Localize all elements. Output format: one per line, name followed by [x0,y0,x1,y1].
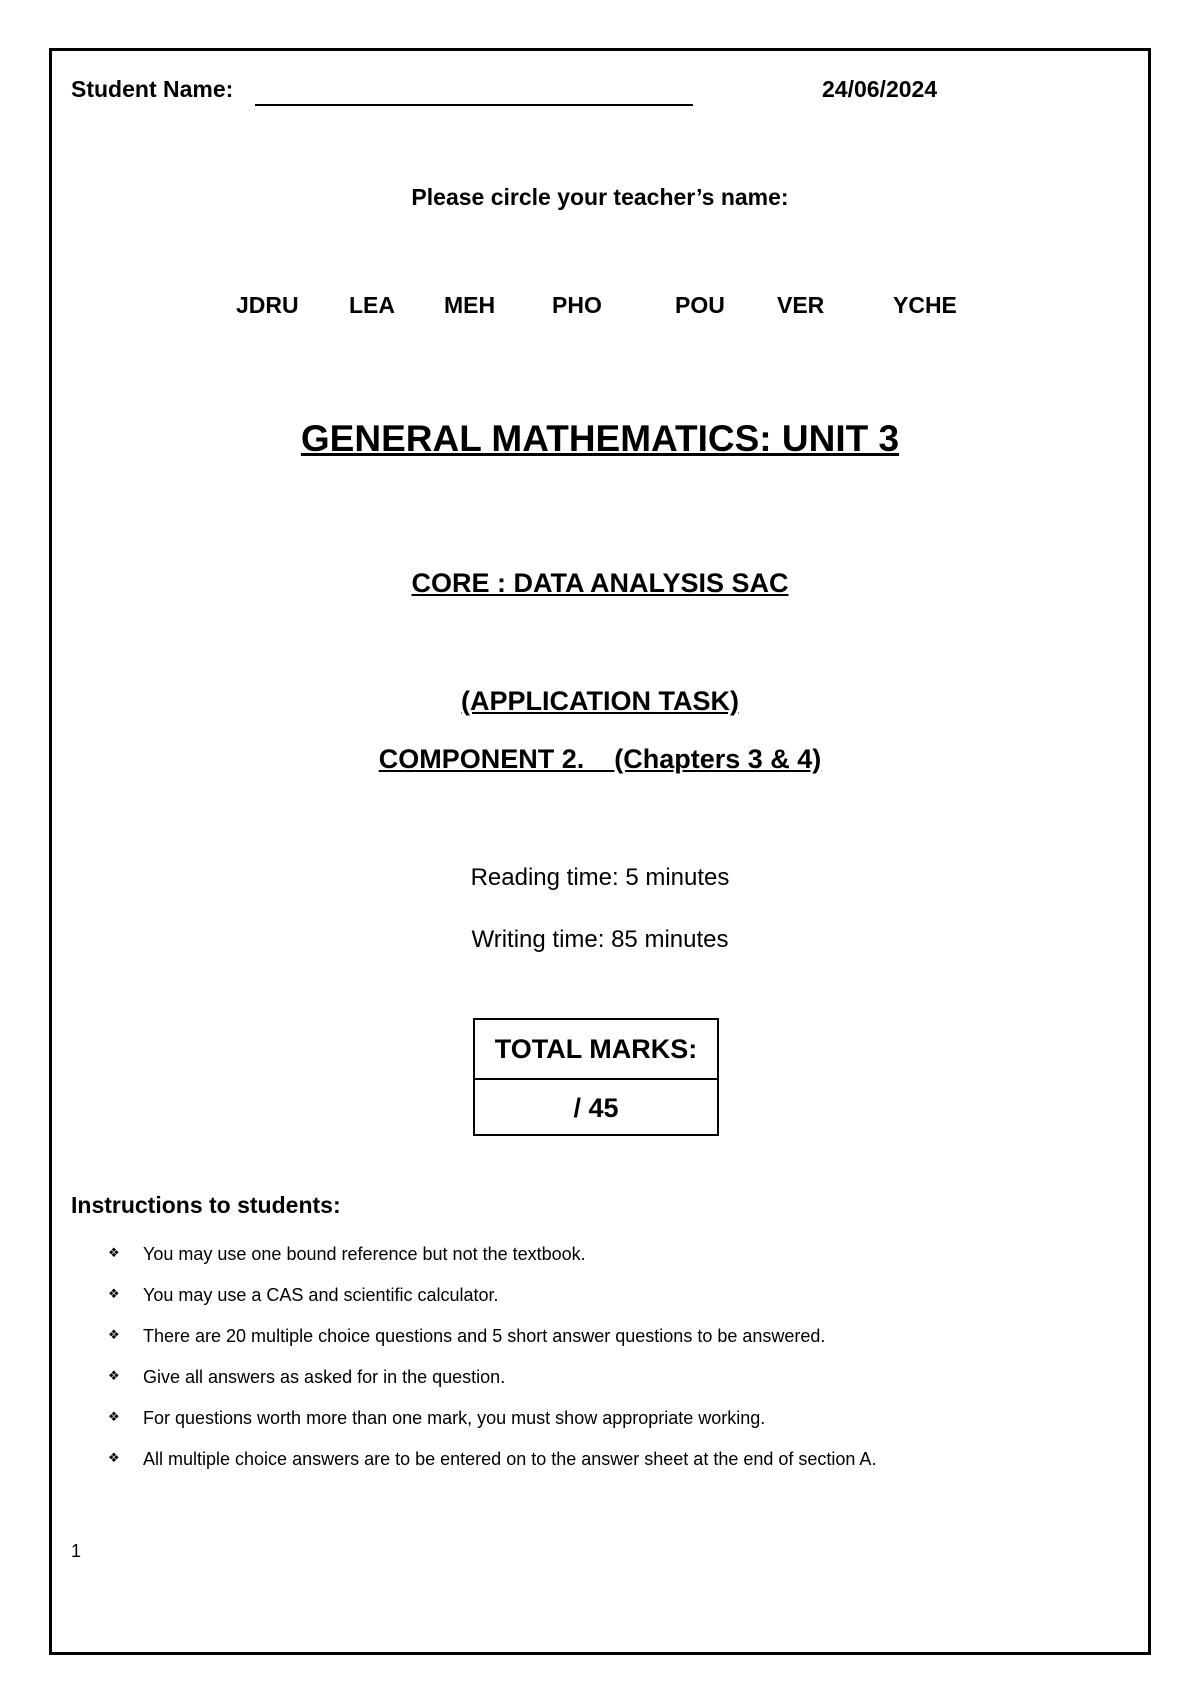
diamond-bullet-icon: ❖ [108,1409,120,1424]
teacher-name-pou[interactable]: POU [675,292,725,318]
instruction-item: ❖ For questions worth more than one mark, you must show appropriate working. [108,1408,766,1428]
student-name-line[interactable] [255,104,693,106]
task-type: (APPLICATION TASK) [461,686,739,716]
teacher-name-meh[interactable]: MEH [444,292,496,318]
writing-time: Writing time: 85 minutes [471,926,729,953]
student-name-label: Student Name: [71,76,234,102]
instructions-list [108,1244,876,1490]
teacher-name-pho[interactable]: PHO [552,292,602,318]
diamond-bullet-icon: ❖ [108,1368,120,1383]
exam-date: 24/06/2024 [822,76,938,102]
teacher-name-lea[interactable]: LEA [349,292,395,318]
document-subtitle: CORE : DATA ANALYSIS SAC [411,568,789,598]
page-number: 1 [71,1541,82,1561]
diamond-bullet-icon: ❖ [108,1245,120,1260]
instruction-item: ❖ All multiple choice answers are to be entered on to the answer sheet at the end of section A. [108,1449,877,1469]
instruction-item: ❖ Give all answers as asked for in the question. [108,1367,506,1387]
teacher-name-yche[interactable]: YCHE [893,292,957,318]
component-label: COMPONENT 2. (Chapters 3 & 4) [378,744,822,774]
diamond-bullet-icon: ❖ [108,1327,120,1342]
teacher-name-jdru[interactable]: JDRU [236,292,299,318]
instruction-item: ❖ You may use a CAS and scientific calculator. [108,1285,499,1305]
diamond-bullet-icon: ❖ [108,1450,120,1465]
teacher-circle-prompt: Please circle your teacher’s name: [411,184,789,210]
instructions-heading: Instructions to students: [71,1192,341,1218]
instruction-item: ❖ You may use one bound reference but not the textbook. [108,1244,586,1264]
instruction-item: ❖ There are 20 multiple choice questions and 5 short answer questions to be answered. [108,1326,826,1346]
diamond-bullet-icon: ❖ [108,1286,120,1301]
reading-time: Reading time: 5 minutes [470,864,730,891]
total-marks-label: TOTAL MARKS: [475,1020,717,1080]
total-marks-value: / 45 [573,1093,619,1123]
document-title: GENERAL MATHEMATICS: UNIT 3 [300,418,900,459]
total-marks-box [473,1018,719,1136]
teacher-name-ver[interactable]: VER [777,292,825,318]
